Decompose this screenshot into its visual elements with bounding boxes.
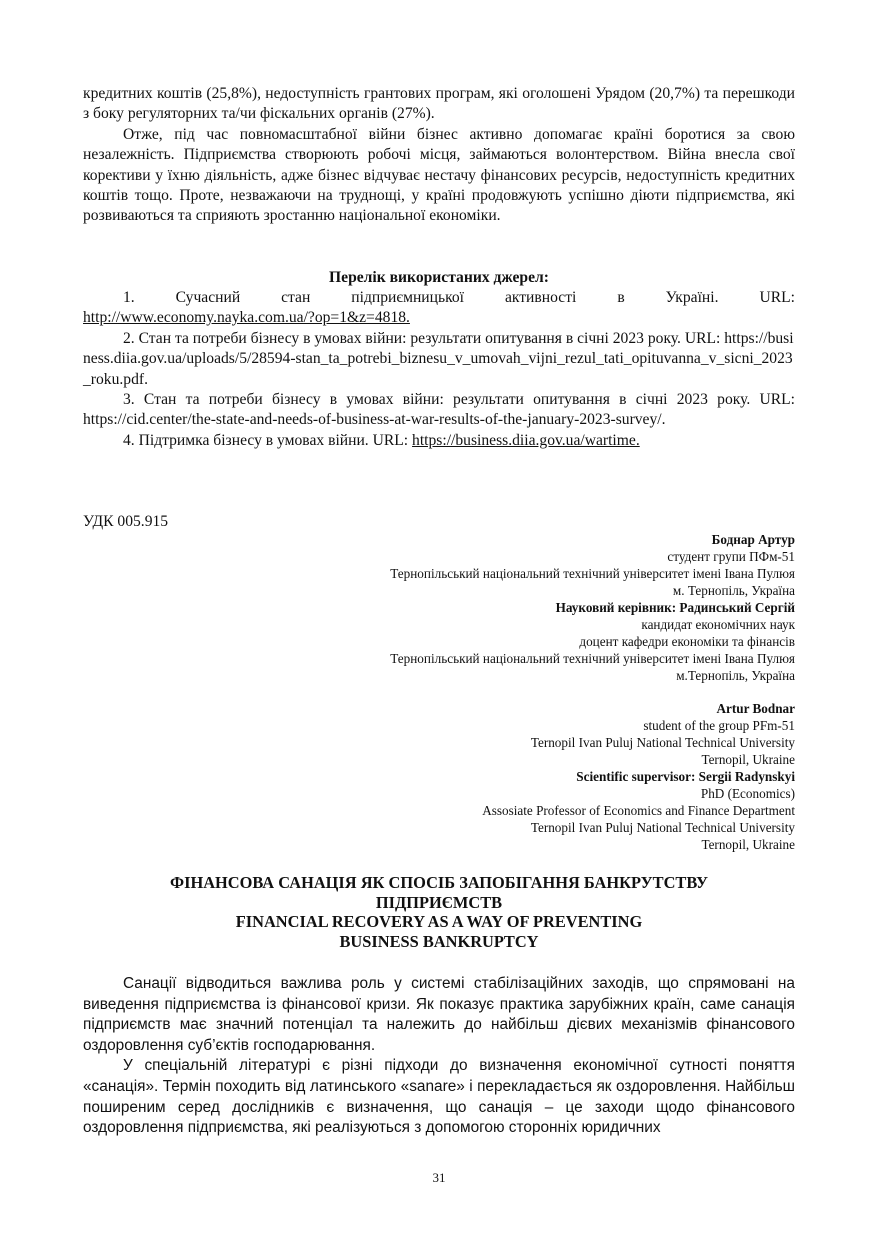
intro-paragraph-1: кредитних коштів (25,8%), недоступність грантових програм, які оголошені Урядом (20,7%) та перешкоди з боку регуляторних та/чи фіскальних органів (27%). (83, 85, 795, 123)
title-en-line-1: FINANCIAL RECOVERY AS A WAY OF PREVENTING (235, 912, 643, 931)
title-ua-line-1: ФІНАНСОВА САНАЦІЯ ЯК СПОСІБ ЗАПОБІГАННЯ БАНКРУТСТВУ (170, 873, 708, 892)
author-position: student of the group PFm-51 (643, 718, 795, 733)
udk-code: УДК 005.915 (83, 513, 169, 530)
intro-paragraph-2: Отже, під час повномасштабної війни бізнес активно допомагає країні боротися за свою незалежність. Підприємства створюють робочі місця, займаються волонтерством. Війна внесла свої корективи у їхню діяльність, адже бізнес відчуває нестачу фінансових ресурсів, недоступність кредитних коштів тощо. Проте, незважаючи на труднощі, у країні продовжують успішно діюти підприємства, які розвиваються та сприяють зростанню національної економіки. (83, 125, 795, 225)
body-paragraph-1: Санації відводиться важлива роль у системі стабілізаційних заходів, що спрямовані на виведення підприємства із фінансової кризи. Як показує практика зарубіжних країн, саме санація підприємств має значний потенціал та належить до найбільш дієвих механізмів фінансового оздоровлення суб’єктів господарювання. (83, 975, 795, 1054)
authors-en-block (275, 700, 795, 853)
article-title (83, 873, 795, 951)
reference-link[interactable]: https://business.diia.gov.ua/wartime. (412, 431, 640, 449)
author-name: Боднар Артур (711, 532, 795, 547)
reference-text: 4. Підтримка бізнесу в умовах війни. URL: (123, 431, 409, 449)
author-name: Artur Bodnar (716, 701, 795, 716)
page-number: 31 (432, 1170, 446, 1185)
title-en-line-2: BUSINESS BANKRUPTCY (339, 931, 539, 951)
article-body (83, 974, 795, 1139)
reference-item-4 (83, 431, 795, 451)
authors-ua-block (275, 531, 795, 684)
supervisor-name: Науковий керівник: Радинський Сергій (555, 600, 795, 615)
intro-section (83, 84, 795, 227)
reference-link[interactable]: http://www.economy.nayka.com.ua/?op=1&z=4818. (83, 309, 410, 327)
supervisor-city: Ternopil, Ukraine (701, 837, 795, 852)
supervisor-degree: кандидат економічних наук (641, 617, 795, 632)
title-ua-line-2: ПІДПРИЄМСТВ (375, 892, 503, 912)
supervisor-city: м.Тернопіль, Україна (676, 668, 795, 683)
author-position: студент групи ПФм-51 (667, 549, 795, 564)
references-heading: Перелік використаних джерел: (329, 269, 549, 286)
supervisor-role: Assosiate Professor of Economics and Finance Department (482, 803, 795, 818)
reference-link-1-line (83, 308, 795, 328)
body-paragraph-2: У спеціальній літературі є різні підходи до визначення економічної сутності поняття «санація». Термін походить від латинського «sanare» і перекладається як оздоровлення. Найбільш поширеним серед дослідників є визначення, що санація – це заходи щодо фінансового оздоровлення підприємства, які реалізуються з допомогою сторонніх юридичних (83, 1057, 795, 1137)
reference-text: 1. Сучасний стан підприємницької активності в Україні. URL: (123, 289, 795, 306)
reference-item-1 (83, 288, 795, 308)
reference-item-2: 2. Стан та потреби бізнесу в умовах війни: результати опитування в січні 2023 року. URL: https://business.diia.gov.ua/uploads/5/28594-stan_ta_potrebi_biznesu_v_umovah_vijni_rezul_tati_opituvanna_v_sicni_2023_roku.pdf. (83, 329, 794, 388)
supervisor-university: Тернопільський національний технічний університет імені Івана Пулюя (390, 651, 795, 666)
author-city: м. Тернопіль, Україна (672, 583, 795, 598)
author-university: Ternopil Ivan Puluj National Technical University (530, 735, 795, 750)
supervisor-degree: PhD (Economics) (700, 786, 795, 801)
supervisor-name: Scientific supervisor: Sergii Radynskyi (576, 769, 795, 784)
author-university: Тернопільський національний технічний університет імені Івана Пулюя (390, 566, 795, 581)
references-section (83, 268, 795, 451)
supervisor-university: Ternopil Ivan Puluj National Technical University (530, 820, 795, 835)
supervisor-role: доцент кафедри економіки та фінансів (579, 634, 795, 649)
reference-item-3: 3. Стан та потреби бізнесу в умовах війни: результати опитування в січні 2023 року. URL: https://cid.center/the-state-and-needs-of-business-at-war-results-of-the-january-2023-survey/. (83, 391, 795, 429)
author-city: Ternopil, Ukraine (701, 752, 795, 767)
